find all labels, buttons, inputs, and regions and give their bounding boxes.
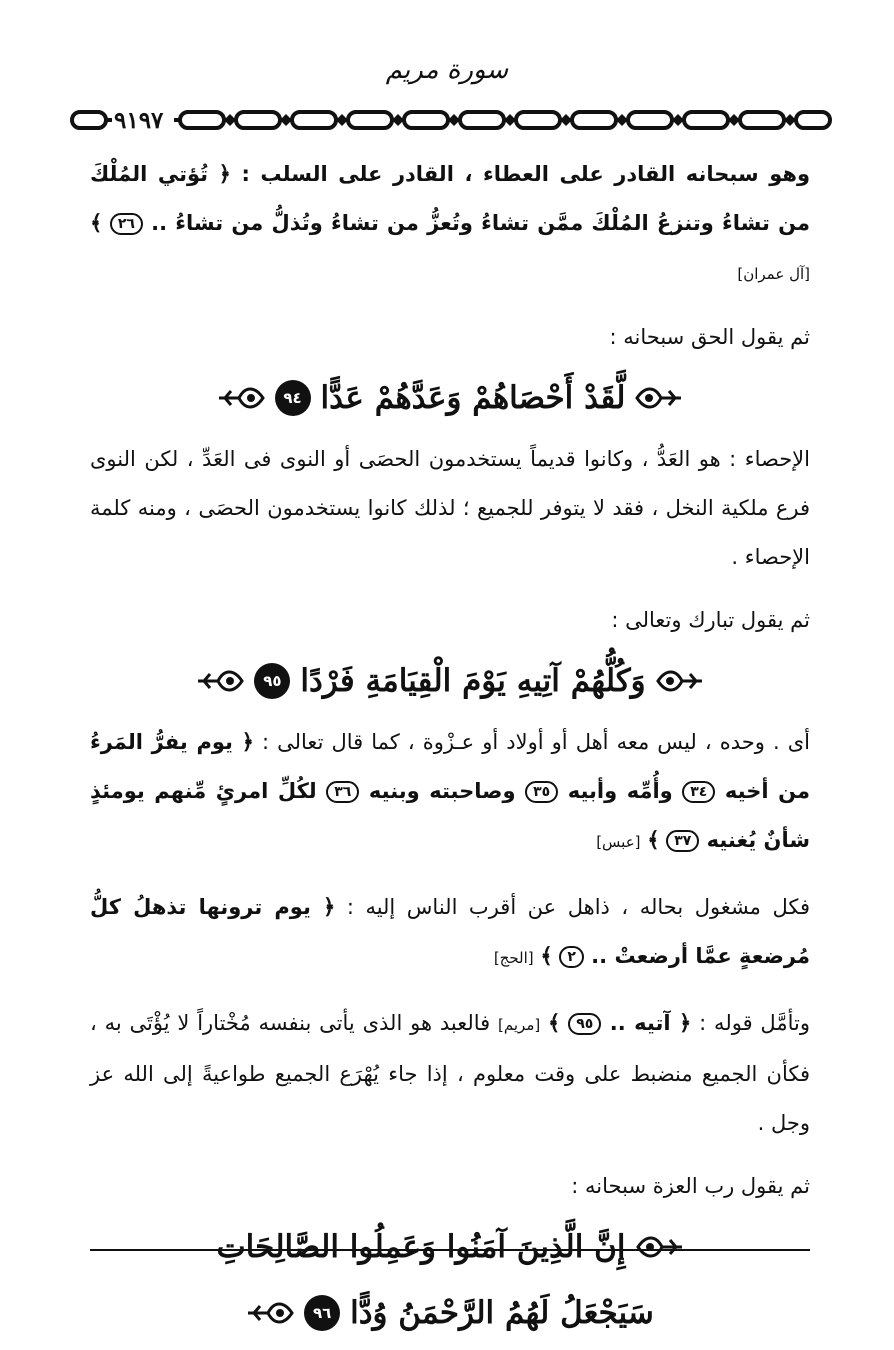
- paragraph-4-text: فكل مشغول بحاله ، ذاهل عن أقرب الناس إليه :: [335, 895, 810, 919]
- ornament-right-icon: [635, 383, 683, 413]
- verse-3-line-2: سَيَجْعَلُ لَهُمُ الرَّحْمَنُ وُدًّا: [350, 1295, 654, 1331]
- verse-2-number: ٩٥: [254, 663, 290, 699]
- quote-close: ﴾: [548, 1011, 561, 1035]
- ornament-left-icon: [217, 383, 265, 413]
- verse-2-text: وَكُلُّهُمْ آتِيهِ يَوْمَ الْقِيَامَةِ فَرْدًا: [300, 663, 646, 699]
- ayah-number: ٣٤: [682, 781, 715, 803]
- verse-3-line-1: إِنَّ الَّذِينَ آمَنُوا وَعَمِلُوا الصَّالِحَاتِ: [216, 1229, 626, 1265]
- ornament-left-icon: [196, 666, 244, 696]
- quote-part: ﴿ يوم ترونها تذهلُ كلُّ مُرضعةٍ عمَّا أرضعتْ ..: [90, 895, 810, 968]
- ornament-right-icon: [636, 1232, 684, 1262]
- paragraph-1: [90, 150, 810, 299]
- paragraph-4: [90, 883, 810, 983]
- commentary-body: [90, 150, 810, 1350]
- decorative-chain-border: [70, 105, 835, 135]
- sura-reference: [الحج]: [493, 949, 534, 967]
- verse-intro-1: ثم يقول الحق سبحانه :: [609, 325, 810, 349]
- quote-close: ﴾: [90, 211, 103, 235]
- quote-part: ﴿ يوم يفرُّ المَرءُ من أخيه: [90, 730, 810, 803]
- quote-close: ﴾: [647, 828, 660, 852]
- footer-divider: [90, 1249, 810, 1251]
- quran-verse-3: [90, 1214, 810, 1346]
- verse-intro-2: ثم يقول تبارك وتعالى :: [611, 608, 810, 632]
- ayah-number: ٢٦: [110, 213, 143, 235]
- surah-title: سورة مريم: [385, 55, 509, 85]
- ayah-number: ٩٥: [568, 1013, 601, 1035]
- verse-1-text: لَّقَدْ أَحْصَاهُمْ وَعَدَّهُمْ عَدًّا: [320, 380, 626, 416]
- paragraph-2: الإحصاء : هو العَدُّ ، وكانوا قديماً يستخدمون الحصَى أو النوى فى العَدِّ ، لكن النوى فرع ملكية النخل ، فقد لا يتوفر للجميع ؛ لذلك كانوا يستخدمون الحصَى ، ومنه كلمة الإحصاء .: [90, 447, 810, 569]
- ayah-number: ٣٦: [326, 781, 359, 803]
- quran-verse-1: [90, 365, 810, 431]
- verse-3-number: ٩٦: [304, 1295, 340, 1331]
- quote-close: ﴾: [540, 944, 553, 968]
- ornament-right-icon: [656, 666, 704, 696]
- paragraph-5-rest: فالعبد هو الذى يأتى بنفسه مُخْتاراً لا يُؤْتَى به ، فكأن الجميع منضبط على وقت معلوم ، إذا جاء يُهْرَع الجميع طواعيةً إلى الله عز وجل .: [90, 1011, 810, 1135]
- quote-part: لكُلِّ امرئٍ مِّنهم يومئذٍ شأنٌ يُغنيه: [90, 779, 810, 852]
- sura-reference: [عبس]: [596, 833, 641, 851]
- paragraph-3-text: أى . وحده ، ليس معه أهل أو أولاد أو عـزْوة ، كما قال تعالى :: [253, 730, 810, 754]
- sura-reference: [مريم]: [498, 1016, 541, 1034]
- verse-intro-3: ثم يقول رب العزة سبحانه :: [571, 1174, 810, 1198]
- sura-reference: [آل عمران]: [737, 265, 810, 283]
- paragraph-1-text: وهو سبحانه القادر على العطاء ، القادر على السلب : ﴿ تُؤتي المُلْكَ من تشاءُ وتنزعُ المُلْكَ ممَّن تشاءُ وتُعزُّ من تشاءُ وتُذلُّ من تشاءُ ..: [90, 162, 810, 235]
- page-number: ٩١٩٧: [114, 107, 164, 134]
- ayah-number: ٣٧: [666, 830, 699, 852]
- paragraph-5-text: وتأمَّل قوله :: [691, 1011, 810, 1035]
- quote-part: وأُمِّه وأبيه: [558, 779, 683, 803]
- verse-1-number: ٩٤: [275, 380, 311, 416]
- quote-part: ﴿ آتيه ..: [601, 1011, 692, 1035]
- ayah-number: ٢: [559, 946, 584, 968]
- ornament-left-icon: [246, 1298, 294, 1328]
- paragraph-3: [90, 718, 810, 867]
- paragraph-5: [90, 999, 810, 1148]
- ayah-number: ٣٥: [525, 781, 558, 803]
- quote-part: وصاحبته وبنيه: [359, 779, 526, 803]
- quran-verse-2: [90, 648, 810, 714]
